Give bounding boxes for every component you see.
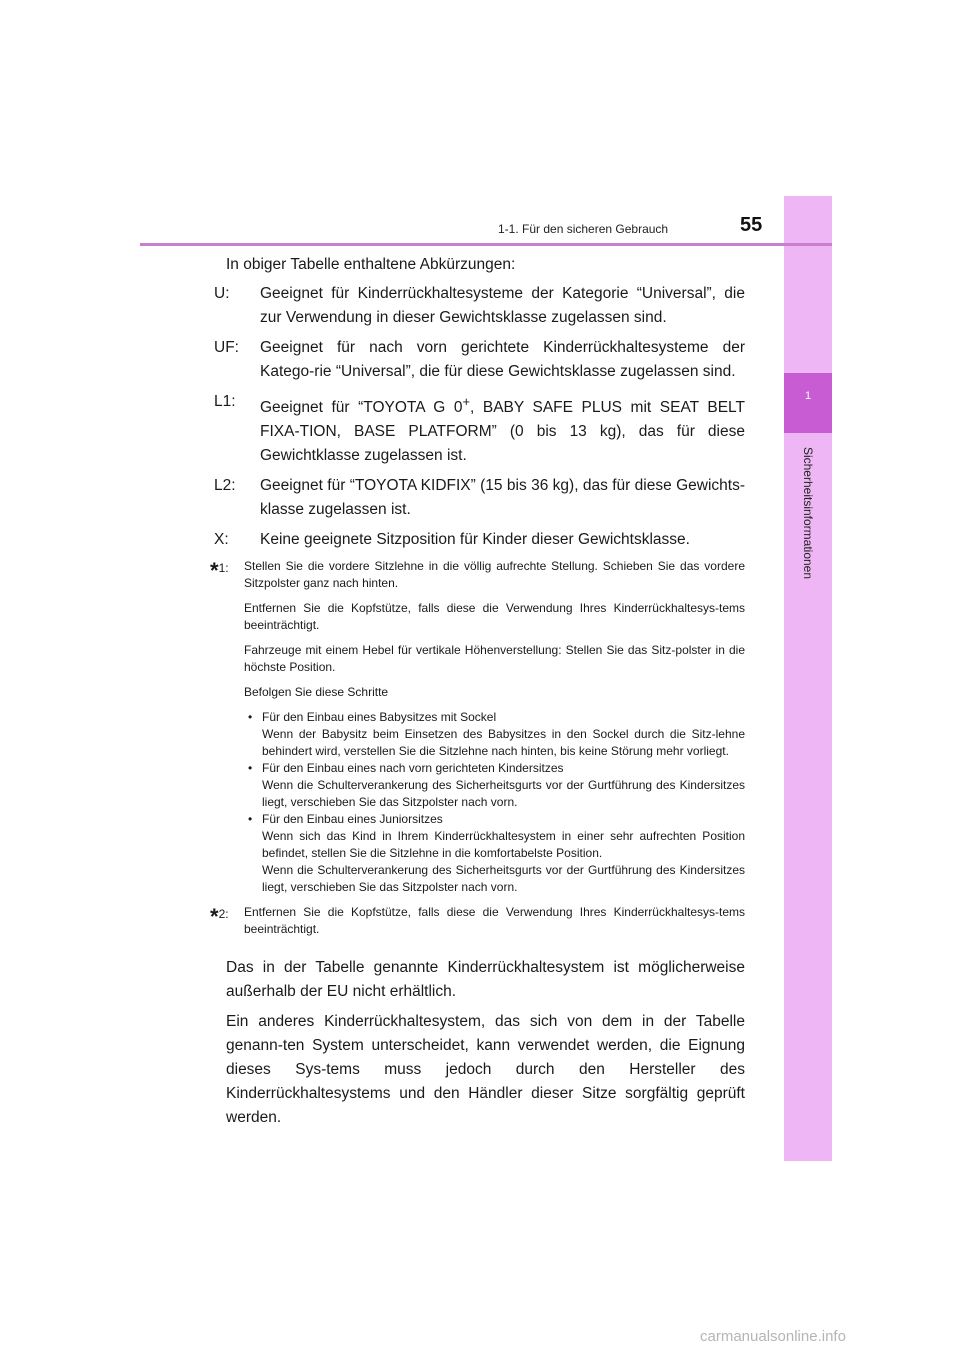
side-tab-label: Sicherheitsinformationen <box>801 446 815 580</box>
definition-text-part: Geeignet für “TOYOTA G 0 <box>260 399 463 417</box>
definition-text: Geeignet für nach vorn gerichtete Kinderrückhaltesysteme der Katego-rie “Universal”, die für diese Gewichtsklasse zugelassen sind. <box>260 339 745 380</box>
page-content <box>210 256 745 1130</box>
definition-text: Geeignet für Kinderrückhaltesysteme der Kategorie “Universal”, die zur Verwendung in dieser Gewichtsklasse zugelassen sind. <box>260 285 745 326</box>
footnote-paragraph: Fahrzeuge mit einem Hebel für vertikale Höhenverstellung: Stellen Sie das Sitz-polster in die höchste Position. <box>244 643 745 675</box>
footnote-paragraph: Stellen Sie die vordere Sitzlehne in die völlig aufrechte Stellung. Schieben Sie das vordere Sitzpolster ganz nach hinten. <box>244 559 745 591</box>
footnote-index: 2: <box>218 907 229 922</box>
steps-list <box>244 709 745 896</box>
footnote-2 <box>210 904 745 946</box>
list-item-heading: Für den Einbau eines Babysitzes mit Sockel <box>262 710 497 725</box>
definition-key: L2: <box>214 477 236 495</box>
footnote-1 <box>210 558 745 902</box>
footnote-index: 1: <box>218 561 229 576</box>
asterisk-icon: * <box>210 558 219 584</box>
definition-u <box>214 282 745 330</box>
footnote-paragraph: Entfernen Sie die Kopfstütze, falls diese die Verwendung Ihres Kinderrückhaltesys-tems beeinträchtigt. <box>244 905 745 937</box>
list-item-heading: Für den Einbau eines Juniorsitzes <box>262 812 443 827</box>
definition-text <box>260 390 745 468</box>
definition-uf <box>214 336 745 384</box>
list-item-description: Wenn die Schulterverankerung des Sicherheitsgurts vor der Gurtführung des Kindersitzes liegt, verschieben Sie das Sitzpolster nach vorn. <box>262 778 745 810</box>
body-paragraph: Ein anderes Kinderrückhaltesystem, das sich von dem in der Tabelle genann-ten System unterscheidet, kann verwendet werden, die Eignung dieses Sys-tems muss jedoch durch den Hersteller des Kinderrückhaltesystems und den Händler dieser Sitze sorgfältig geprüft werden. <box>226 1013 745 1127</box>
footnote-marker <box>210 904 240 946</box>
definition-l2 <box>214 474 745 522</box>
side-tab-number: 1 <box>804 390 812 402</box>
side-tab-number-block <box>784 373 832 433</box>
list-item-description: Wenn die Schulterverankerung des Sicherheitsgurts vor der Gurtführung des Kindersitzes liegt, verschieben Sie das Sitzpolster nach vorn. <box>262 863 745 895</box>
list-item <box>244 709 745 760</box>
definition-text-part: , BABY SAFE PLUS mit SEAT BELT FIXA-TION, BASE PLATFORM” (0 bis 13 kg), das für diese Gewichtklasse zugelassen ist. <box>260 399 745 465</box>
intro-text: In obiger Tabelle enthaltene Abkürzungen: <box>226 256 516 273</box>
definition-key: U: <box>214 285 230 302</box>
footnote-body <box>244 558 745 902</box>
definition-key: X: <box>214 531 229 549</box>
footnote-marker <box>210 558 240 902</box>
definition-x <box>214 528 745 552</box>
list-item-description: Wenn sich das Kind in Ihrem Kinderrückhaltesystem in einer sehr aufrechten Position befindet, stellen Sie die Sitzlehne in die komfortabelste Position. <box>262 829 745 861</box>
definition-key: UF: <box>214 339 239 356</box>
section-label: 1-1. Für den sicheren Gebrauch <box>498 222 669 236</box>
bullet-icon: • <box>248 812 253 827</box>
footnote-body <box>244 904 745 946</box>
superscript-plus: + <box>462 394 471 409</box>
asterisk-icon: * <box>210 904 219 930</box>
abbreviation-list <box>214 282 745 552</box>
footnote-paragraph: Entfernen Sie die Kopfstütze, falls diese die Verwendung Ihres Kinderrückhaltesys-tems beeinträchtigt. <box>244 601 745 633</box>
list-item-description: Wenn der Babysitz beim Einsetzen des Babysitzes in den Sockel durch die Sitz-lehne behindert wird, verstellen Sie die Sitzlehne nach hinten, bis keine Störung mehr vorliegt. <box>262 727 745 759</box>
watermark: carmanualsonline.info <box>700 1328 846 1345</box>
list-item-heading: Für den Einbau eines nach vorn gerichteten Kindersitzes <box>262 761 564 776</box>
list-item <box>244 811 745 896</box>
body-paragraph: Das in der Tabelle genannte Kinderrückhaltesystem ist möglicherweise außerhalb der EU nicht erhältlich. <box>226 959 745 1001</box>
definition-text: Geeignet für “TOYOTA KIDFIX” (15 bis 36 kg), das für diese Gewichts-klasse zugelassen ist. <box>260 477 745 519</box>
definition-text: Keine geeignete Sitzposition für Kinder dieser Gewichtsklasse. <box>260 531 690 549</box>
footnote-paragraph: Befolgen Sie diese Schritte <box>244 685 389 700</box>
page-number: 55 <box>740 214 763 236</box>
definition-l1 <box>214 390 745 468</box>
list-item <box>244 760 745 811</box>
header-divider <box>140 243 832 246</box>
definition-key: L1: <box>214 393 236 410</box>
side-tab <box>784 196 832 1161</box>
bullet-icon: • <box>248 710 253 725</box>
bullet-icon: • <box>248 761 253 776</box>
